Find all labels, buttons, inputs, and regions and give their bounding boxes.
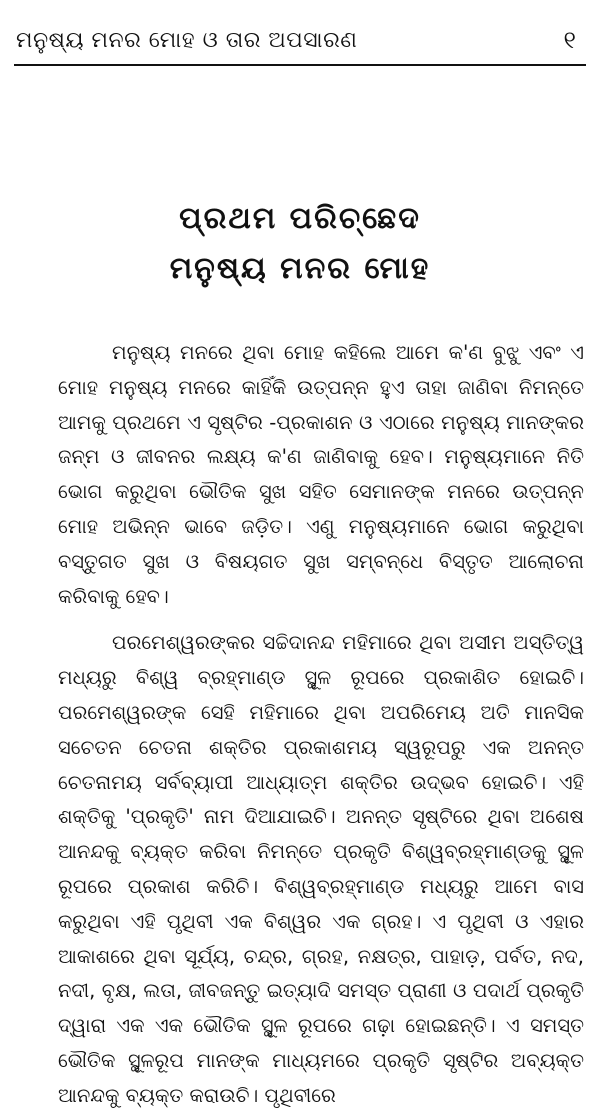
- chapter-label: ପ୍ରଥମ ପରିଚ୍ଛେଦ: [179, 201, 421, 236]
- body-text: [58, 336, 584, 1114]
- chapter-title: ମନୁଷ୍ୟ ମନର ମୋହ: [169, 251, 431, 286]
- page-number: ୧: [563, 26, 576, 54]
- paragraph-1: ମନୁଷ୍ୟ ମନରେ ଥିବା ମୋହ କହିଲେ ଆମେ କ'ଣ ବୁଝୁ ଏବଂ ଏ ମୋହ ମନୁଷ୍ୟ ମନରେ କାହିଁକି ଉତ୍ପନ୍ନ ହୁଏ ତାହା ଜାଣିବା ନିମନ୍ତେ ଆମକୁ ପ୍ରଥମେ ଏ ସୃଷ୍ଟିର -ପ୍ରକାଶନ ଓ ଏଠାରେ ମନୁଷ୍ୟ ମାନଙ୍କର ଜନ୍ମ ଓ ଜୀବନର ଲକ୍ଷ୍ୟ କ'ଣ ଜାଣିବାକୁ ହେବ। ମନୁଷ୍ୟମାନେ ନିତି ଭୋଗ କରୁଥିବା ଭୌତିକ ସୁଖ ସହିତ ସେମାନଙ୍କ ମନରେ ଉତ୍ପନ୍ନ ମୋହ ଅଭିନ୍ନ ଭାବେ ଜଡ଼ିତ। ଏଣୁ ମନୁଷ୍ୟମାନେ ଭୋଗ କରୁଥିବା ବସ୍ତୁଗତ ସୁଖ ଓ ବିଷୟଗତ ସୁଖ ସମ୍ବନ୍ଧେ ବିସ୍ତୃତ ଆଲୋଚନା କରିବାକୁ ହେବ।: [58, 341, 584, 608]
- running-header-title: ମନୁଷ୍ୟ ମନର ମୋହ ଓ ତାର ଅପସାରଣ: [16, 27, 358, 53]
- chapter-heading: [0, 196, 600, 292]
- paragraph-2: ପରମେଶ୍ୱରଙ୍କର ସଚ୍ଚିଦାନନ୍ଦ ମହିମାରେ ଥିବା ଅସୀମ ଅସ୍ତିତ୍ୱ ମଧ୍ୟରୁ ବିଶ୍ୱ ବ୍ରହ୍ମାଣ୍ଡ ସ୍ଥୂଳ ରୂପରେ ପ୍ରକାଶିତ ହୋଇଚି। ପରମେଶ୍ୱରଙ୍କ ସେହି ମହିମାରେ ଥିବା ଅପରିମେୟ ଅତି ମାନସିକ ସଚେତନ ଚେତନା ଶକ୍ତିର ପ୍ରକାଶମୟ ସ୍ୱରୂପରୁ ଏକ ଅନନ୍ତ ଚେତନାମୟ ସର୍ବବ୍ୟାପୀ ଆଧ୍ୟାତ୍ମ ଶକ୍ତିର ଉଦ୍‌ଭବ ହୋଇଚି। ଏହି ଶକ୍ତିକୁ 'ପ୍ରକୃତି' ନାମ ଦିଆଯାଇଚି। ଅନନ୍ତ ସୃଷ୍ଟିରେ ଥିବା ଅଶେଷ ଆନନ୍ଦକୁ ବ୍ୟକ୍ତ କରିବା ନିମନ୍ତେ ପ୍ରକୃତି ବିଶ୍ୱବ୍ରହ୍ମାଣ୍ଡକୁ ସ୍ଥୂଳ ରୂପରେ ପ୍ରକାଶ କରିଚି। ବିଶ୍ୱବ୍ରହ୍ମାଣ୍ଡ ମଧ୍ୟରୁ ଆମେ ବାସ କରୁଥିବା ଏହି ପୃଥିବୀ ଏକ ବିଶ୍ୱର ଏକ ଗ୍ରହ। ଏ ପୃଥିବୀ ଓ ଏହାର ଆକାଶରେ ଥିବା ସୂର୍ଯ୍ୟ, ଚନ୍ଦ୍ର, ଗ୍ରହ, ନକ୍ଷତ୍ର, ପାହାଡ଼, ପର୍ବତ, ନଦ, ନଦୀ, ବୃକ୍ଷ, ଲତା, ଜୀବଜନ୍ତୁ ଇତ୍ୟାଦି ସମସ୍ତ ପ୍ରାଣୀ ଓ ପଦାର୍ଥ ପ୍ରକୃତି ଦ୍ୱାରା ଏକ ଏକ ଭୌତିକ ସ୍ଥୂଳ ରୂପରେ ଗଢ଼ା ହୋଇଛନ୍ତି। ଏ ସମସ୍ତ ଭୌତିକ ସ୍ଥୂଳରୂପ ମାନଙ୍କ ମାଧ୍ୟମରେ ପ୍ରକୃତି ସୃଷ୍ଟିର ଅବ୍ୟକ୍ତ ଆନନ୍ଦକୁ ବ୍ୟକ୍ତ କରାଉଚି। ପୃଥିବୀରେ: [58, 631, 584, 1107]
- running-header: [14, 22, 586, 66]
